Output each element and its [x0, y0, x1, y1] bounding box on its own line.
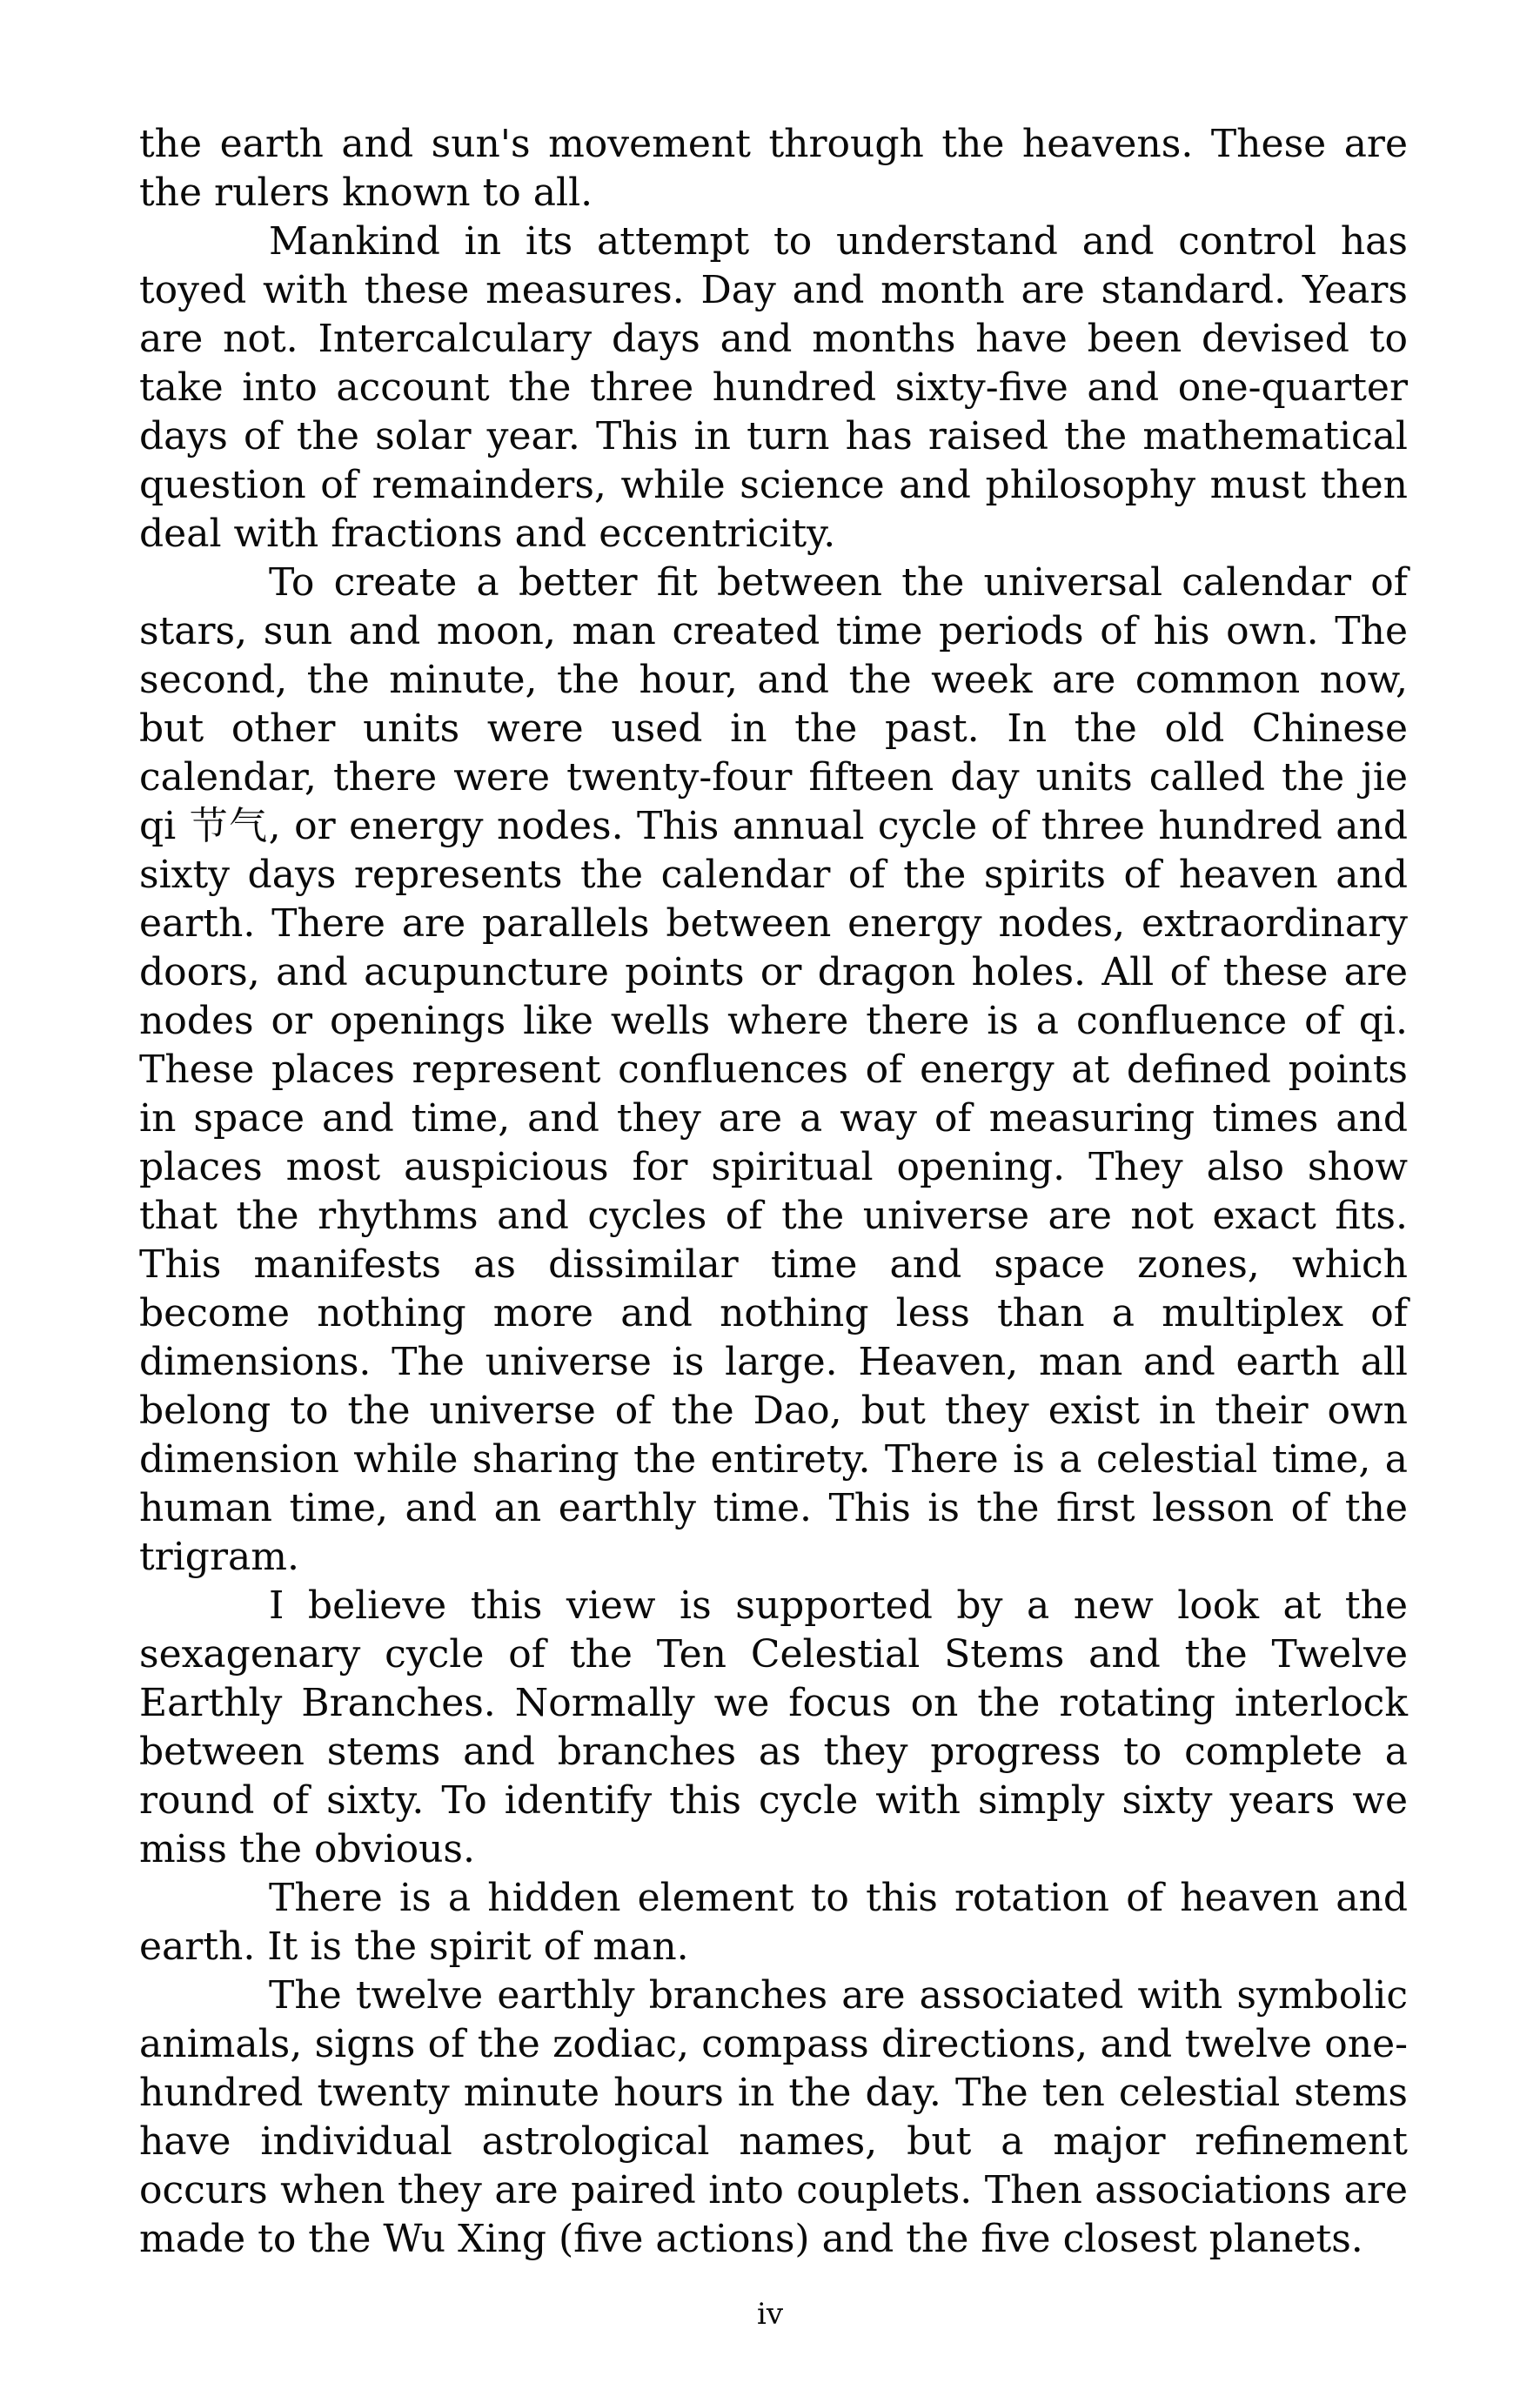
paragraph-calendar-measures: Mankind in its attempt to understand and control has toyed with these measures. Day and month are standard. Years are not. Intercalculary days and months have been devised to take into account the three hundred sixty-five and one-quarter days of the solar year. This in turn has raised the mathematical question of remainders, while science and philosophy must then deal with fractions and eccentricity. — [139, 219, 1408, 556]
paragraph-continuation: the earth and sun's movement through the heavens. These are the rulers known to all. — [139, 122, 1408, 215]
paragraph-earthly-branches: The twelve earthly branches are associated with symbolic animals, signs of the zodiac, compass directions, and twelve one-hundred twenty minute hours in the day. The ten celestial stems have individual astrological names, but a major refinement occurs when they are paired into couplets. Then associations are made to the Wu Xing (five actions) and the five closest planets. — [139, 1973, 1408, 2261]
page-number: iv — [756, 2297, 784, 2332]
page-body — [139, 120, 1408, 2264]
paragraph-hidden-element: There is a hidden element to this rotation of heaven and earth. It is the spirit of man. — [139, 1876, 1408, 1969]
paragraph-energy-nodes: To create a better fit between the universal calendar of stars, sun and moon, man created time periods of his own. The second, the minute, the hour, and the week are common now, but other units were used in the past. In the old Chinese calendar, there were twenty-four fifteen day units called the jie qi 节气, or energy nodes. This annual cycle of three hundred and sixty days represents the calendar of the spirits of heaven and earth. There are parallels between energy nodes, extraordinary doors, and acupuncture points or dragon holes. All of these are nodes or openings like wells where there is a confluence of qi. These places represent confluences of energy at defined points in space and time, and they are a way of measuring times and places most auspicious for spiritual opening. They also show that the rhythms and cycles of the universe are not exact fits. This manifests as dissimilar time and space zones, which become nothing more and nothing less than a multiplex of dimensions. The universe is large. Heaven, man and earth all belong to the universe of the Dao, but they exist in their own dimension while sharing the entirety. There is a celestial time, a human time, and an earthly time. This is the first lesson of the trigram. — [139, 560, 1408, 1579]
paragraph-sexagenary-cycle: I believe this view is supported by a new look at the sexagenary cycle of the Ten Celestial Stems and the Twelve Earthly Branches. Normally we focus on the rotating interlock between stems and branches as they progress to complete a round of sixty. To identify this cycle with simply sixty years we miss the obvious. — [139, 1583, 1408, 1871]
